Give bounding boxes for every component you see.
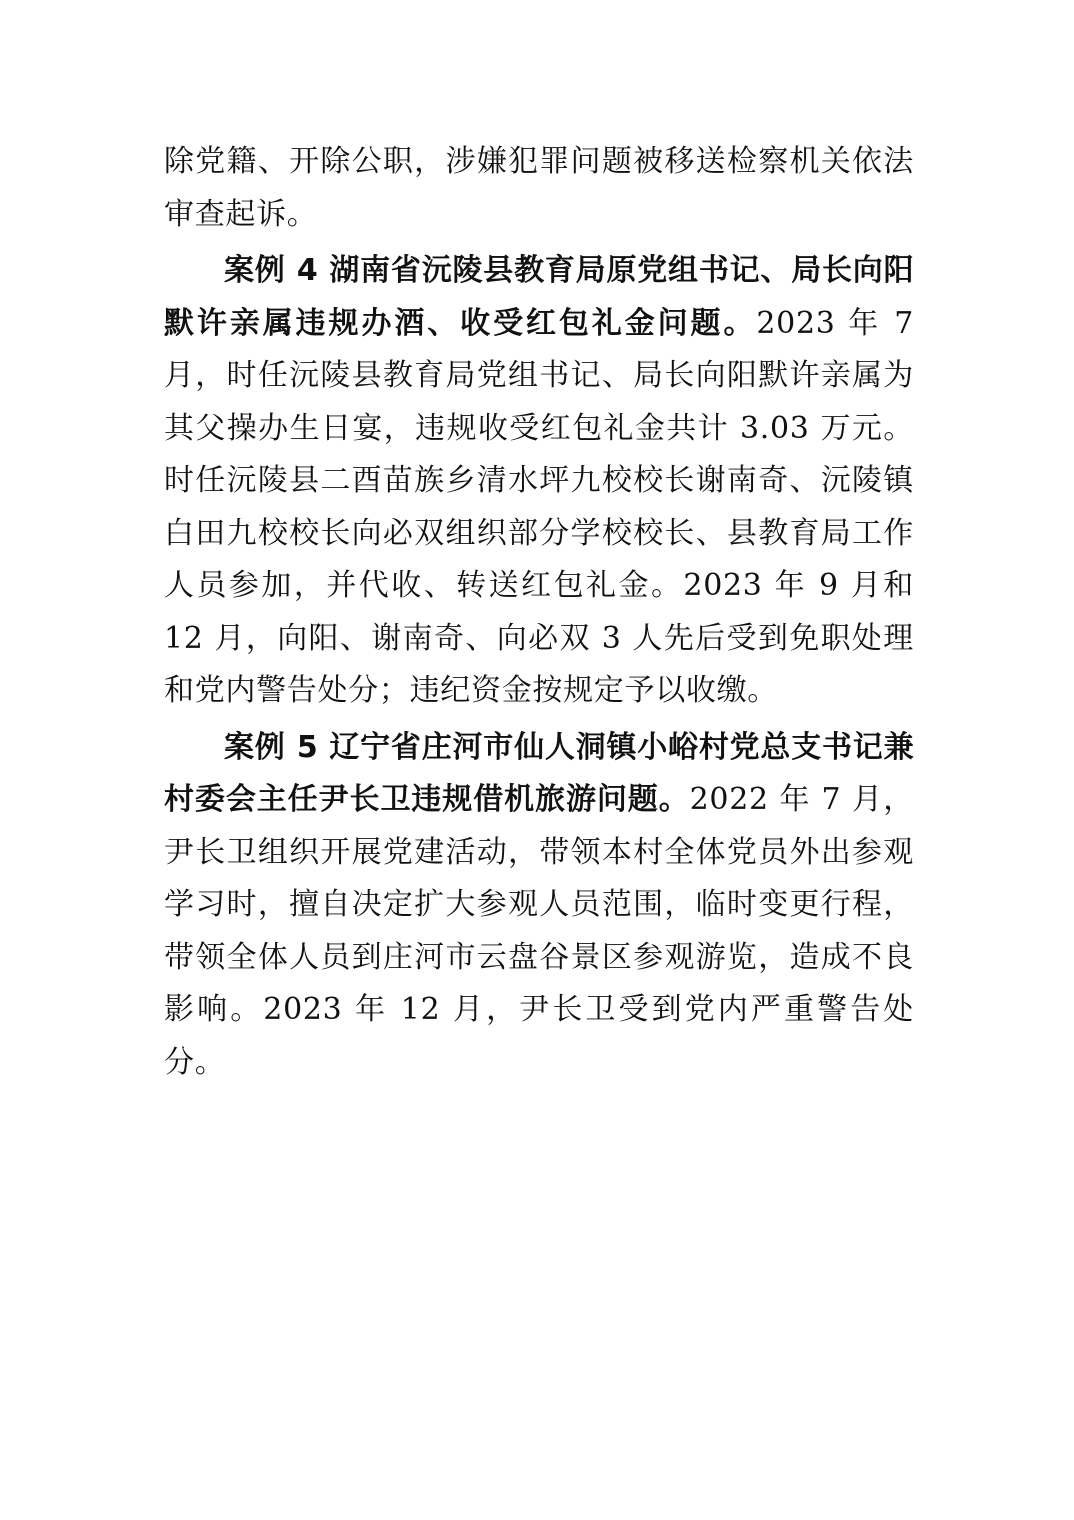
case-4-body: 2023 年 7 月，时任沅陵县教育局党组书记、局长向阳默许亲属为其父操办生日宴，违规收受红包礼金共计 3.03 万元。时任沅陵县二酉苗族乡清水坪九校校长谢南奇、沅陵镇白田九校校长向必双组织部分学校校长、县教育局工作人员参加，并代收、转送红包礼金。2023 年 9 月和 12 月，向阳、谢南奇、向必双 3 人先后受到免职处理和党内警告处分；违纪资金按规定予以收缴。: [164, 305, 915, 708]
document-body: [164, 136, 914, 1089]
case-5-title: 案例 5 辽宁省庄河市仙人洞镇小峪村党总支书记兼村委会主任尹长卫违规借机旅游问题。: [164, 729, 914, 817]
case-4-paragraph: [164, 245, 914, 718]
case-5-body: 2022 年 7 月，尹长卫组织开展党建活动，带领本村全体党员外出参观学习时，擅自决定扩大参观人员范围，临时变更行程，带领全体人员到庄河市云盘谷景区参观游览，造成不良影响。2023 年 12 月，尹长卫受到党内严重警告处分。: [164, 782, 914, 1080]
case-4-title: 案例 4 湖南省沅陵县教育局原党组书记、局长向阳默许亲属违规办酒、收受红包礼金问题。: [164, 253, 914, 341]
continuation-paragraph: 除党籍、开除公职，涉嫌犯罪问题被移送检察机关依法审查起诉。: [164, 144, 914, 232]
case-5-paragraph: [164, 722, 914, 1090]
